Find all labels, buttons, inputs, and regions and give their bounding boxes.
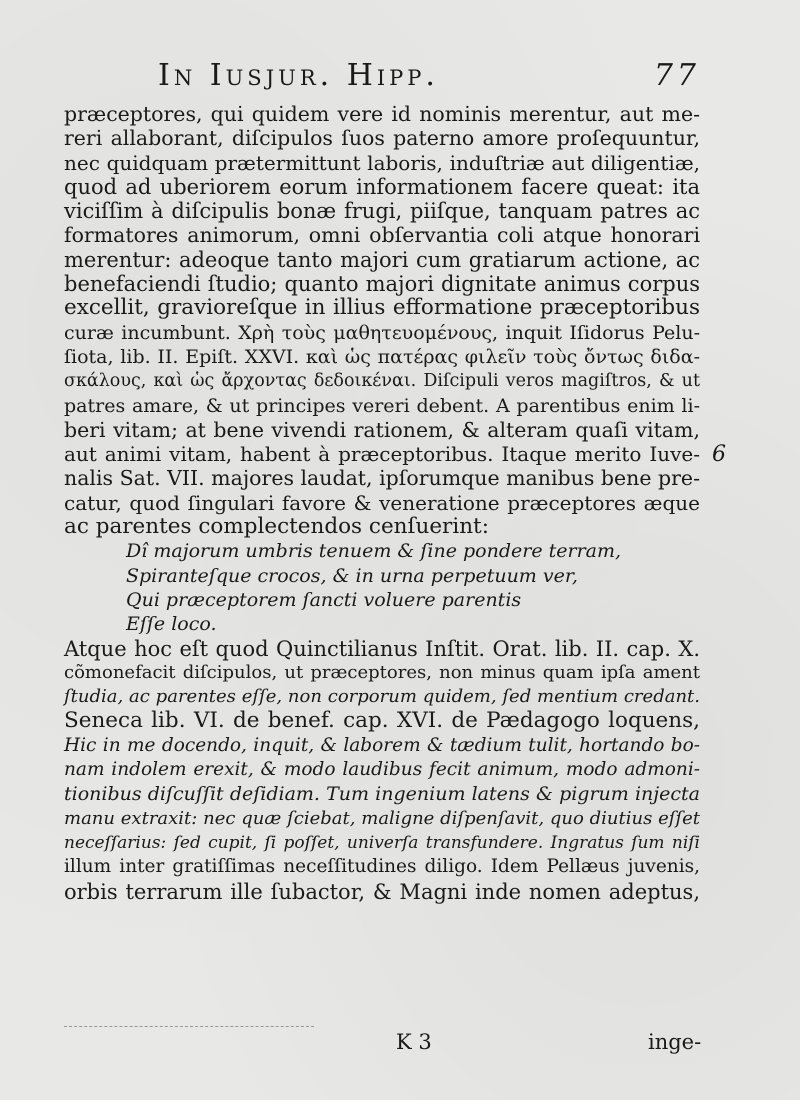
bottom-rule: [64, 1026, 314, 1028]
text-line: merentur: adeoque tanto majori cum gratiarum actione, ac: [64, 247, 700, 272]
text-line: cõmonefacit diſcipulos, ut præceptores, non minus quam ipſa ament: [64, 661, 700, 683]
text-line: excellit, gravioreſque in illius efformatione præceptoribus: [64, 295, 700, 321]
page-header: [140, 58, 700, 98]
text-line: tionibus diſcuſſit deſidiam. Tum ingenium latens & pigrum injecta: [64, 783, 700, 806]
text-line: nec quidquam prætermittunt laboris, induſtriæ aut diligentiæ,: [64, 150, 700, 175]
text-line: aut animi vitam, habent à præceptoribus. Itaque merito Iuve-: [64, 442, 700, 467]
text-line: patres amare, & ut principes vereri debent. A parentibus enim li-: [64, 394, 700, 417]
text-line: ſtudia, ac parentes eſſe, non corporum quidem, ſed mentium credant.: [64, 686, 700, 708]
text-line: neceſſarius: ſed cupit, ſi poſſet, univerſa transfundere. Ingratus ſum niſi: [64, 832, 700, 853]
text-line: manu extraxit: nec quæ ſciebat, maligne diſpenſavit, quo diutius eſſet: [64, 807, 700, 829]
body-text: [64, 102, 700, 904]
text-line: nam indolem erexit, & modo laudibus fecit animum, modo admoni-: [64, 759, 700, 781]
verse-line: Dî majorum umbris tenuem & ſine pondere terram,: [126, 540, 622, 563]
running-head: In Iusjur. Hipp.: [158, 58, 439, 93]
verse-line: Spiranteſque crocos, & in urna perpetuum ver,: [126, 564, 578, 587]
text-line: Seneca lib. VI. de benef. cap. XVI. de Pædagogo loquens,: [64, 708, 700, 734]
text-line: beri vitam; at bene vivendi rationem, & alteram quaſi vitam,: [64, 417, 700, 442]
verse-line: Eſſe loco.: [126, 613, 217, 636]
margin-note: 6: [712, 442, 726, 467]
text-line: Hic in me docendo, inquit, & laborem & tædium tulit, hortando bo-: [64, 734, 700, 756]
text-line: ſiota, lib. II. Epiſt. XXVI. καὶ ὡς πατέρας φιλεῖν τοὺς ὄντως διδα-: [64, 345, 700, 368]
text-line: reri allaborant, diſcipulos ſuos paterno amore proſequuntur,: [64, 126, 700, 151]
text-line: curæ incumbunt. Χρὴ τοὺς μαθητευομένους, inquit Iſidorus Pelu-: [64, 321, 700, 344]
text-line: præceptores, qui quidem vere id nominis merentur, aut me-: [64, 102, 700, 126]
text-line: nalis Sat. VII. majores laudat, ipſorumque manibus bene pre-: [64, 466, 700, 491]
text-line: benefaciendi ſtudio; quanto majori dignitate animus corpus: [64, 272, 700, 297]
page-number: 77: [653, 58, 700, 93]
text-line: Atque hoc eſt quod Quinctilianus Inſtit. Orat. lib. II. cap. X.: [64, 636, 700, 661]
text-line: σκάλους, καὶ ὡς ἄρχοντας δεδοικέναι. Diſcipuli veros magiſtros, & ut: [64, 371, 700, 392]
text-line: catur, quod ſingulari favore & veneratione præceptores æque: [64, 490, 700, 515]
catchword: inge-: [648, 1030, 702, 1054]
text-line: orbis terrarum ille ſubactor, & Magni inde nomen adeptus,: [64, 879, 700, 904]
text-line: viciſſim à diſcipulis bonæ frugi, piiſque, tanquam patres ac: [64, 199, 700, 224]
verse-line: Qui præceptorem ſancti voluere parentis: [126, 588, 522, 611]
signature-mark: K 3: [396, 1030, 432, 1054]
text-line: quod ad uberiorem eorum informationem facere queat: ita: [64, 174, 700, 199]
text-line: illum inter gratiſſimas neceſſitudines diligo. Idem Pellæus juvenis,: [64, 856, 700, 878]
text-line: formatores animorum, omni obſervantia coli atque honorari: [64, 223, 700, 248]
text-line: ac parentes complectendos cenſuerint:: [64, 514, 489, 540]
